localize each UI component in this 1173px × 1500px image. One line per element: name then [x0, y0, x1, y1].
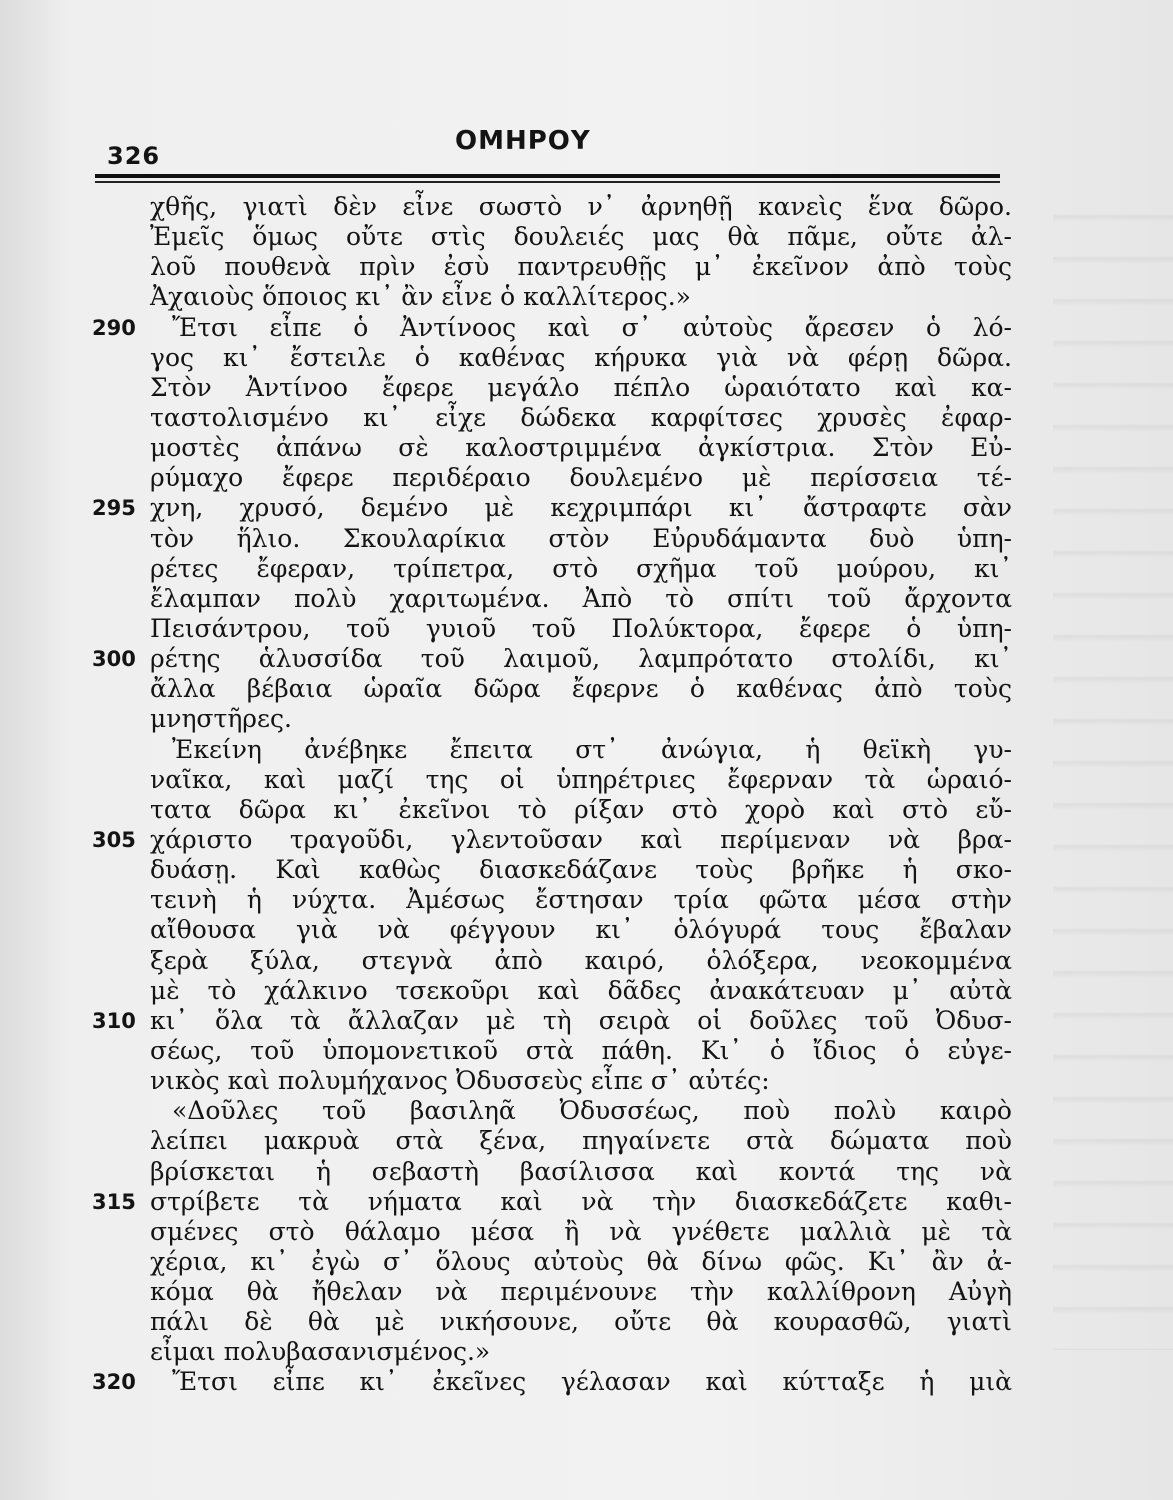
line-text: στρίβετε τὰ νήματα καὶ νὰ τὴν διασκεδάζετε καθι- [150, 1186, 1012, 1216]
text-line [150, 373, 1030, 403]
text-line [150, 976, 1030, 1006]
line-text: Ἐκείνη ἀνέβηκε ἔπειτα στ᾽ ἀνώγια, ἡ θεϊκὴ γυ- [172, 734, 1012, 764]
line-text: ἔλαμπαν πολὺ χαριτωμένα. Ἀπὸ τὸ σπίτι τοῦ ἄρχοντα [150, 583, 1012, 613]
text-line [150, 252, 1030, 282]
text-line [150, 192, 1030, 222]
line-text: Πεισάντρου, τοῦ γυιοῦ τοῦ Πολύκτορα, ἔφερε ὁ ὑπη- [150, 613, 1012, 643]
text-line [150, 795, 1030, 825]
line-text: βρίσκεται ἡ σεβαστὴ βασίλισσα καὶ κοντά της νὰ [150, 1156, 1012, 1186]
line-text: Ἔτσι εἶπε κι᾽ ἐκεῖνες γέλασαν καὶ κύτταξε ἡ μιὰ [172, 1367, 1012, 1397]
line-text: Ἀχαιοὺς ὅποιος κι᾽ ἂν εἶνε ὁ καλλίτερος.» [150, 282, 691, 312]
text-line [92, 312, 1030, 343]
text-line [150, 735, 1030, 765]
text-line [150, 1217, 1030, 1247]
line-text: σέως, τοῦ ὑπομονετικοῦ στὰ πάθη. Κι᾽ ὁ ἴδιος ὁ εὐγε- [150, 1035, 1012, 1065]
text-line [150, 1277, 1030, 1307]
line-text: ξερὰ ξύλα, στεγνὰ ἀπὸ καιρό, ὁλόξερα, νεοκομμένα [150, 945, 1012, 975]
text-line [92, 1005, 1030, 1036]
text-line [150, 885, 1030, 915]
line-text: ρύμαχο ἔφερε περιδέραιο δουλεμένο μὲ περίσσεια τέ- [150, 463, 1012, 493]
text-line [150, 946, 1030, 976]
text-line [150, 524, 1030, 554]
line-text: νικὸς καὶ πολυμήχανος Ὀδυσσεὺς εἶπε σ᾽ αὐτές: [150, 1066, 770, 1096]
line-text: ρέτες ἔφεραν, τρίπετρα, στὸ σχῆμα τοῦ μούρου, κι᾽ [150, 553, 1012, 583]
text-line [150, 674, 1030, 704]
line-text: τεινὴ ἡ νύχτα. Ἀμέσως ἔστησαν τρία φῶτα μέσα στὴν [150, 885, 1012, 915]
text-line [150, 614, 1030, 644]
line-text: κι᾽ ὅλα τὰ ἄλλαζαν μὲ τὴ σειρὰ οἱ δοῦλες τοῦ Ὀδυσ- [150, 1005, 1012, 1035]
text-line [150, 403, 1030, 433]
text-line [150, 584, 1030, 614]
body-text [92, 192, 1030, 1398]
line-text: χάριστο τραγοῦδι, γλεντοῦσαν καὶ περίμεναν νὰ βρα- [150, 824, 1012, 854]
line-text: κόμα θὰ ἤθελαν νὰ περιμένουνε τὴν καλλίθρονη Αὐγὴ [150, 1277, 1012, 1307]
line-text: «Δοῦλες τοῦ βασιληᾶ Ὀδυσσέως, ποὺ πολὺ καιρὸ [172, 1096, 1012, 1126]
line-text: χέρια, κι᾽ ἐγὼ σ᾽ ὅλους αὐτοὺς θὰ δίνω φῶς. Κι᾽ ἂν ἀ- [150, 1246, 1012, 1276]
header-rule [95, 174, 1000, 178]
line-text: Ἐμεῖς ὅμως οὔτε στὶς δουλειές μας θὰ πᾶμε, οὔτε ἀλ- [150, 222, 1012, 252]
line-text: ἄλλα βέβαια ὡραῖα δῶρα ἔφερνε ὁ καθένας ἀπὸ τοὺς [150, 674, 1012, 704]
text-line [92, 1186, 1030, 1217]
line-number: 300 [92, 647, 136, 672]
text-line [150, 222, 1030, 252]
line-number: 295 [92, 496, 136, 521]
text-line [150, 1126, 1030, 1156]
line-number: 310 [92, 1008, 136, 1033]
line-number: 315 [92, 1189, 136, 1214]
line-text: μὲ τὸ χάλκινο τσεκοῦρι καὶ δᾶδες ἀνακάτευαν μ᾽ αὐτὰ [150, 975, 1012, 1005]
line-text: ταστολισμένο κι᾽ εἶχε δώδεκα καρφίτσες χρυσὲς ἐφαρ- [150, 402, 1012, 432]
text-line [150, 855, 1030, 885]
text-line [150, 1307, 1030, 1337]
text-line [150, 915, 1030, 945]
line-text: Ἔτσι εἶπε ὁ Ἀντίνοος καὶ σ᾽ αὐτοὺς ἄρεσεν ὁ λό- [172, 312, 1012, 342]
text-line [150, 1036, 1030, 1066]
line-text: τατα δῶρα κι᾽ ἐκεῖνοι τὸ ρίξαν στὸ χορὸ καὶ στὸ εὔ- [150, 794, 1012, 824]
text-line [150, 433, 1030, 463]
text-line [150, 1096, 1030, 1126]
text-line [150, 704, 1030, 734]
text-line [150, 343, 1030, 373]
line-text: χνη, χρυσό, δεμένο μὲ κεχριμπάρι κι᾽ ἄστραφτε σὰν [150, 493, 1012, 523]
text-line [92, 644, 1030, 674]
line-text: ρέτης ἁλυσσίδα τοῦ λαιμοῦ, λαμπρότατο στολίδι, κι᾽ [150, 644, 1012, 674]
text-line [150, 765, 1030, 795]
line-text: μοστὲς ἀπάνω σὲ καλοστριμμένα ἀγκίστρια. Στὸν Εὐ- [150, 433, 1012, 463]
line-text: δυάσῃ. Καὶ καθὼς διασκεδάζανε τοὺς βρῆκε ἡ σκο- [150, 855, 1012, 885]
text-line [150, 1247, 1030, 1277]
text-line [150, 463, 1030, 493]
line-text: πάλι δὲ θὰ μὲ νικήσουνε, οὔτε θὰ κουρασθῶ, γιατὶ [150, 1307, 1012, 1337]
line-text: Στὸν Ἀντίνοο ἔφερε μεγάλο πέπλο ὡραιότατο καὶ κα- [150, 372, 1012, 402]
line-text: μνηστῆρες. [150, 704, 292, 734]
line-number: 305 [92, 827, 136, 852]
show-through-text [1053, 200, 1173, 1350]
line-text: γος κι᾽ ἔστειλε ὁ καθένας κήρυκα γιὰ νὰ φέρῃ δῶρα. [150, 342, 1012, 372]
text-line [92, 1367, 1030, 1397]
text-line [150, 1066, 1030, 1096]
line-text: σμένες στὸ θάλαμο μέσα ἢ νὰ γνέθετε μαλλιὰ μὲ τὰ [150, 1216, 1012, 1246]
text-line [92, 493, 1030, 523]
text-line [150, 1157, 1030, 1187]
text-line [150, 554, 1030, 584]
line-text: λοῦ πουθενὰ πρὶν ἐσὺ παντρευθῇς μ᾽ ἐκεῖνον ἀπὸ τοὺς [150, 252, 1012, 282]
line-text: χθῆς, γιατὶ δὲν εἶνε σωστὸ ν᾽ ἀρνηθῇ κανεὶς ἕνα δῶρο. [150, 192, 1012, 221]
line-text: λείπει μακρυὰ στὰ ξένα, πηγαίνετε στὰ δώματα ποὺ [150, 1126, 1012, 1156]
running-title: ΟΜΗΡΟΥ [455, 126, 591, 156]
running-head [95, 118, 1000, 178]
text-line [150, 1337, 1030, 1367]
line-text: αἴθουσα γιὰ νὰ φέγγουν κι᾽ ὁλόγυρά τους ἔβαλαν [150, 915, 1012, 945]
text-line [150, 282, 1030, 312]
page-number: 326 [107, 142, 161, 170]
line-text: ναῖκα, καὶ μαζί της οἱ ὑπηρέτριες ἔφερναν τὰ ὡραιό- [150, 764, 1012, 794]
line-number: 290 [92, 315, 136, 340]
text-line [92, 824, 1030, 855]
header-rule-thin [95, 181, 1000, 183]
line-text: τὸν ἥλιο. Σκουλαρίκια στὸν Εὐρυδάμαντα δυὸ ὑπη- [150, 523, 1012, 553]
line-text: εἶμαι πολυβασανισμένος.» [150, 1337, 491, 1367]
line-number: 320 [92, 1370, 136, 1395]
